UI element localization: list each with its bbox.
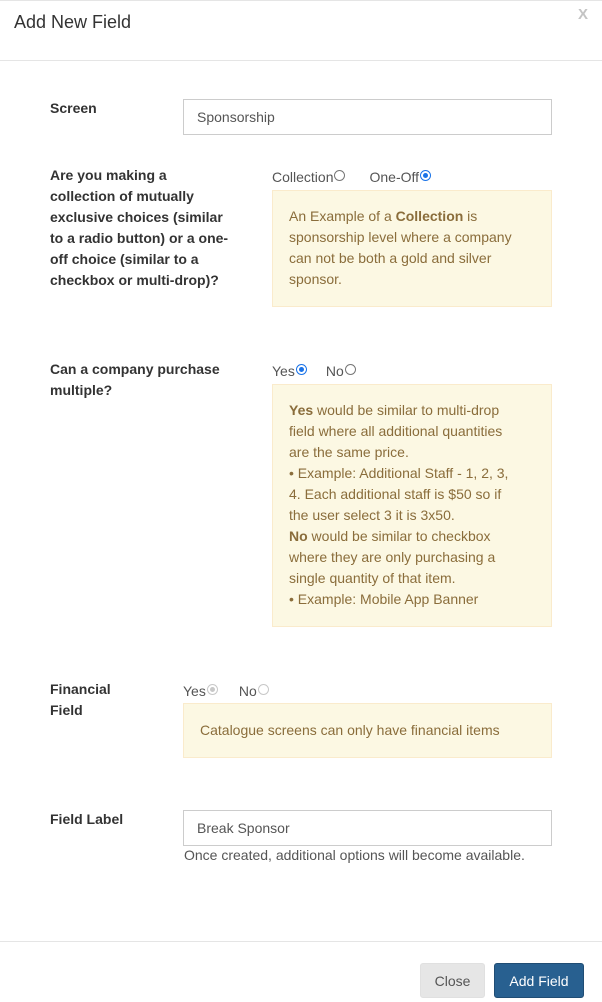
screen-input[interactable]	[183, 99, 552, 135]
close-button[interactable]: Close	[420, 963, 485, 998]
financial-radio-group	[183, 683, 269, 699]
financial-info-box: Catalogue screens can only have financial items	[183, 703, 552, 758]
multiple-no-label: No	[325, 363, 344, 379]
financial-no-radio	[258, 684, 269, 695]
financial-no-label: No	[238, 683, 257, 699]
multiple-yes-radio[interactable]	[296, 364, 307, 375]
field-label-label: Field Label	[50, 811, 124, 827]
financial-yes-radio	[207, 684, 218, 695]
collection-radio[interactable]	[334, 170, 345, 181]
screen-label: Screen	[50, 100, 97, 116]
financial-field-label: Financial Field	[50, 681, 111, 718]
modal-title: Add New Field	[14, 12, 132, 32]
one-off-radio[interactable]	[420, 170, 431, 181]
modal-header	[0, 1, 602, 61]
multiple-info-box: Yes would be similar to multi-drop field where all additional quantities are the same price. • Example: Additional Staff - 1, 2, 3, 4. Each additional staff is $50 so if the user select 3 it is 3x50. No would be similar to checkbox where they are only purchasing a single quantity of that item. • Example: Mobile App Banner	[272, 384, 552, 627]
financial-yes-label: Yes	[183, 683, 206, 699]
collection-info-box: An Example of a Collection is sponsorship level where a company can not be both a gold and silver sponsor.	[272, 190, 552, 307]
modal-footer	[0, 941, 602, 1002]
close-icon[interactable]: X	[577, 6, 588, 23]
collection-option-label: Collection	[272, 169, 334, 185]
multiple-radio-group	[272, 363, 356, 379]
field-label-input[interactable]	[183, 810, 552, 846]
collection-question-label: Are you making a collection of mutually exclusive choices (similar to a radio button) or a one- off choice (similar to a checkbox or multi-drop)?	[50, 167, 229, 288]
collection-type-radio-group	[272, 169, 431, 185]
one-off-option-label: One-Off	[369, 169, 420, 185]
field-label-hint: Once created, additional options will become available.	[184, 847, 525, 863]
multiple-no-radio[interactable]	[345, 364, 356, 375]
multiple-yes-label: Yes	[272, 363, 295, 379]
add-field-button[interactable]: Add Field	[494, 963, 584, 998]
multiple-question-label: Can a company purchase multiple?	[50, 361, 220, 398]
